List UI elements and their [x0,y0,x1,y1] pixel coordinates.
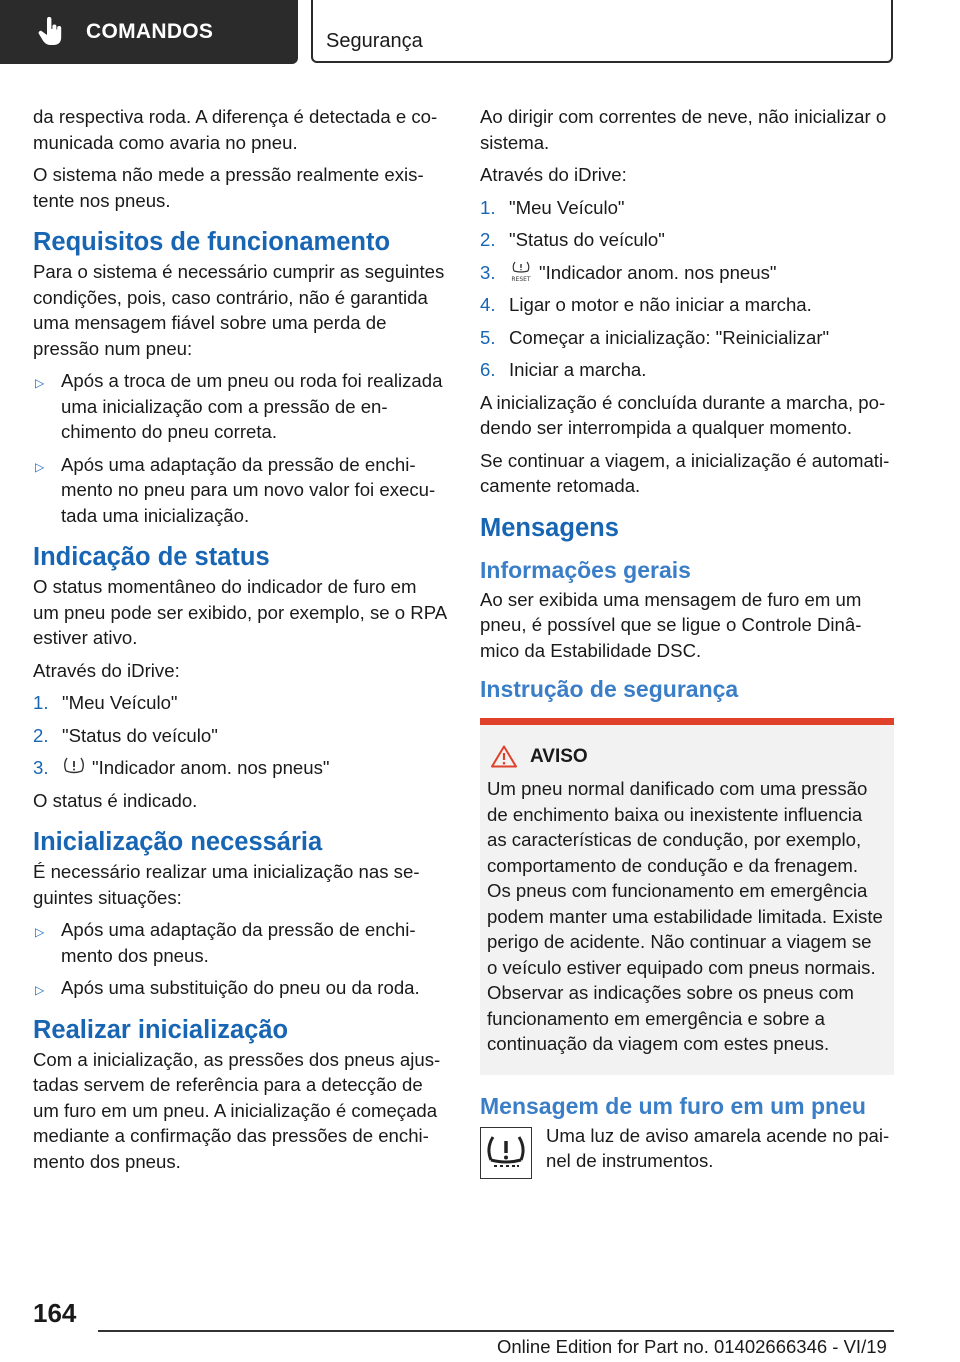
paragraph: Ao ser exibida uma mensagem de furo em um pneu, é possível que se ligue o Controle Dinâmico da Estabilidade DSC. [480,588,862,661]
warning-box [480,718,894,1075]
heading-informacoes-gerais: Informações gerais [480,556,691,583]
warning-light-row [480,1123,894,1181]
paragraph: O status momentâneo do indicador de furo em um pneu pode ser exibido, por exemplo, se o RPA estiver ativo. [33,576,447,648]
list-item: 6. Iniciar a marcha. [480,359,647,380]
triangle-bullet-icon: ▷ [35,459,45,474]
requirements-list [33,368,447,528]
svg-text:RESET: RESET [511,275,531,283]
list-item: ▷ Após uma adaptação da pressão de enchimento no pneu para um novo valor foi executada uma inicialização. [35,453,436,526]
paragraph: Para o sistema é necessário cumprir as seguintes condições, pois, caso contrário, não é garantida uma mensagem fiável sobre uma perda de pressão num pneu: [33,261,445,359]
list-item: 3. "Indicador anom. nos pneus" [33,757,330,778]
page-number: 164 [33,1298,77,1328]
warning-text: Um pneu normal danificado com uma pressão de enchimento baixa ou inexistente influencia as características de condução, por exemplo, comportamento de condução e da frenagem. Os pneus com funcionamento em emergência podem manter uma estabilidade limitada. Existe perigo de acidente. Não continuar a viagem se o veículo estiver equipado com pneus normais. Observar as indicações sobre os pneus com funcionamento em emergência e sobre a continuação da viagem com estes pneus. [487,778,883,1054]
paragraph: da respectiva roda. A diferença é detectada e comunicada como avaria no pneu. [33,106,438,153]
heading-requisitos: Requisitos de funcionamento [33,228,391,256]
paragraph: Com a inicialização, as pressões dos pneus ajustadas servem de referência para a detecção de um furo em um pneu. A inicialização é começada mediante a confirmação das pressões de enchimento dos pneus. [33,1048,441,1172]
heading-status: Indicação de status [33,543,270,571]
triangle-bullet-icon: ▷ [35,376,45,390]
paragraph: O status é indicado. [33,789,198,811]
section-tab [0,0,298,64]
footer-divider [98,1330,894,1332]
list-item: 2. "Status do veículo" [480,229,665,250]
triangle-bullet-icon: ▷ [35,925,45,939]
list-item: 1. "Meu Veículo" [480,196,625,218]
heading-realizar: Realizar inicialização [33,1015,289,1044]
paragraph: Se continuar a viagem, a inicialização é automaticamente retomada. [480,449,890,496]
paragraph: Através do iDrive: [480,164,627,185]
right-column [480,104,894,1181]
paragraph: É necessário realizar uma inicialização nas seguintes situações: [33,861,420,908]
tire-pressure-warning-icon [484,1133,528,1173]
list-item: 2. "Status do veículo" [33,724,218,746]
paragraph: Ao dirigir com correntes de neve, não inicializar o sistema. [480,106,887,153]
list-item: ▷ Após uma adaptação da pressão de enchimento dos pneus. [35,919,416,966]
init-steps [480,195,894,383]
heading-mensagem-furo: Mensagem de um furo em um pneu [480,1092,866,1119]
paragraph: Através do iDrive: [33,659,180,681]
paragraph: Uma luz de aviso amarela acende no painel de instrumentos. [546,1124,890,1171]
page-title-box [311,0,893,63]
heading-instrucao-seguranca: Instrução de segurança [480,676,739,702]
warning-title-row [491,745,886,768]
list-item: 5. Começar a inicialização: "Reinicializar" [480,326,830,348]
list-item: 3. RESET "Indicador anom. nos pneus" [480,261,777,283]
list-item: ▷ Após uma substituição do pneu ou da roda. [33,975,447,1001]
left-column [33,104,447,1181]
section-label: COMANDOS [86,20,214,43]
triangle-bullet-icon: ▷ [35,983,45,997]
list-item: 4. Ligar o motor e não iniciar a marcha. [480,294,812,315]
situations-list [33,917,447,1001]
warning-light-box [480,1127,532,1179]
paragraph: O sistema não mede a pressão realmente existente nos pneus. [33,164,424,211]
list-item: ▷ Após a troca de um pneu ou roda foi realizada uma inicialização com a pressão de enchimento do pneu correta. [35,370,443,442]
warning-triangle-icon [491,745,517,768]
status-steps [33,690,447,781]
hand-pointer-icon [38,17,64,47]
paragraph: A inicialização é concluída durante a marcha, podendo ser interrompida a qualquer momento. [480,391,886,438]
footer-edition: Online Edition for Part no. 01402666346 - VI/19 [497,1336,887,1357]
heading-mensagens: Mensagens [480,513,619,542]
tire-pressure-icon [62,756,86,778]
heading-inicializacao-necessaria: Inicialização necessária [33,828,323,856]
warning-title: AVISO [530,745,588,767]
page-title: Segurança [326,30,423,52]
tire-pressure-reset-icon [509,261,533,283]
list-item: 1. "Meu Veículo" [33,692,178,713]
